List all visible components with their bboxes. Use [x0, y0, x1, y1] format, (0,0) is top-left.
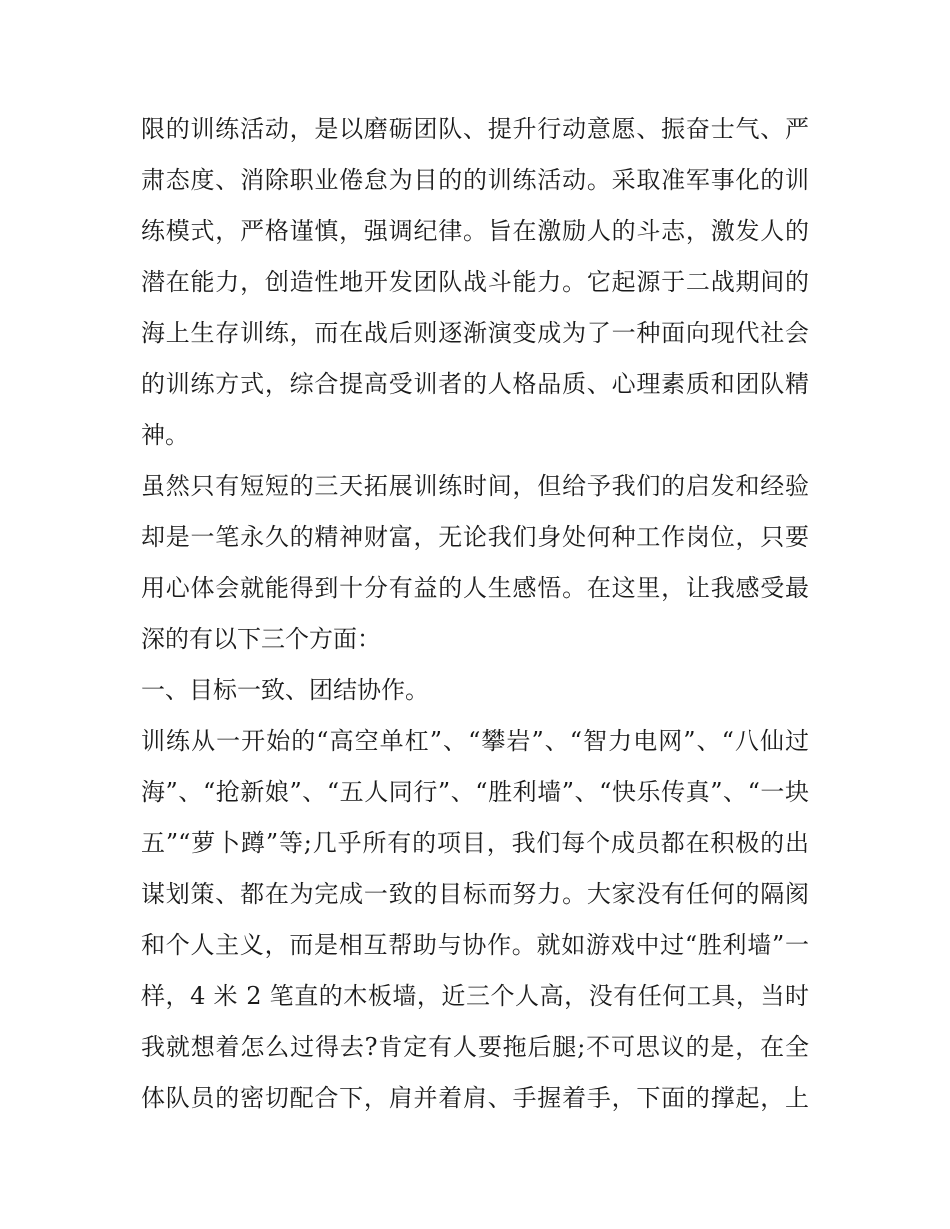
text-line: 样，4 米 2 笔直的木板墙，近三个人高，没有任何工具，当时: [141, 982, 809, 1010]
section-heading: 一、目标一致、团结协作。: [141, 676, 429, 704]
text-line: 谋划策、都在为完成一致的目标而努力。大家没有任何的隔阂: [141, 880, 809, 908]
text-line: 练模式，严格谨慎，强调纪律。旨在激励人的斗志，激发人的: [141, 217, 809, 245]
text-line: 的训练方式，综合提高受训者的人格品质、心理素质和团队精: [141, 370, 809, 398]
text-line: 深的有以下三个方面：: [141, 625, 381, 653]
text-line: 我就想着怎么过得去?肯定有人要拖后腿;不可思议的是，在全: [141, 1033, 809, 1061]
text-line: 潜在能力，创造性地开发团队战斗能力。它起源于二战期间的: [141, 268, 809, 296]
text-line: 用心体会就能得到十分有益的人生感悟。在这里，让我感受最: [141, 574, 809, 602]
text-line: 训练从一开始的“高空单杠”、“攀岩”、“智力电网”、“八仙过: [141, 727, 809, 755]
text-line: 和个人主义，而是相互帮助与协作。就如游戏中过“胜利墙”一: [141, 931, 809, 959]
body-text: [141, 104, 821, 1124]
text-line: 海上生存训练，而在战后则逐渐演变成为了一种面向现代社会: [141, 319, 809, 347]
text-line: 却是一笔永久的精神财富，无论我们身处何种工作岗位，只要: [141, 523, 809, 551]
text-line: 五”“萝卜蹲”等;几乎所有的项目，我们每个成员都在积极的出: [141, 829, 809, 857]
text-line: 神。: [141, 421, 189, 449]
text-line: 虽然只有短短的三天拓展训练时间，但给予我们的启发和经验: [141, 472, 809, 500]
text-line: 海”、“抢新娘”、“五人同行”、“胜利墙”、“快乐传真”、“一块: [141, 778, 809, 806]
text-line: 肃态度、消除职业倦怠为目的的训练活动。采取准军事化的训: [141, 166, 809, 194]
text-line: 体队员的密切配合下，肩并着肩、手握着手，下面的撑起，上: [141, 1084, 809, 1112]
text-line: 限的训练活动，是以磨砺团队、提升行动意愿、振奋士气、严: [141, 115, 809, 143]
